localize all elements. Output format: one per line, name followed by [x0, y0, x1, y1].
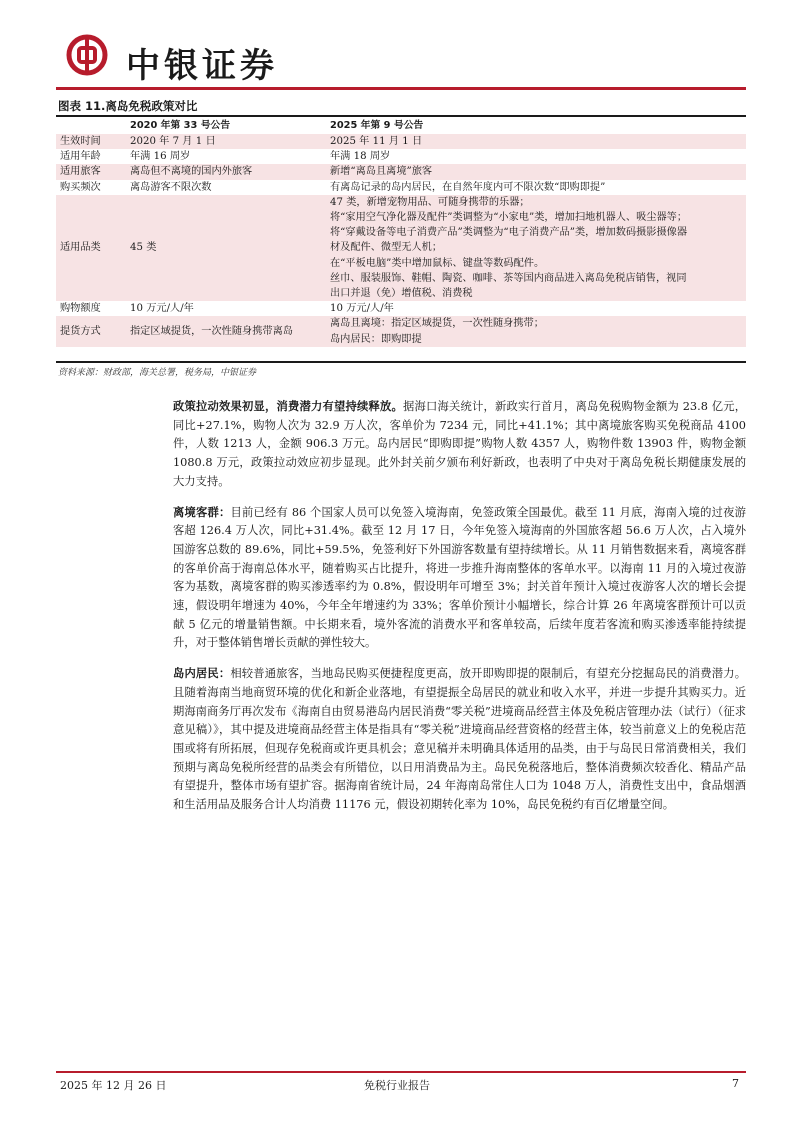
row-label: 购买频次 [60, 181, 101, 193]
cell-2020 [126, 316, 326, 346]
cell-line: 10 万元/人/年 [330, 303, 394, 315]
footer-report-name: 免税行业报告 [364, 1079, 430, 1092]
cell-2025 [326, 316, 746, 346]
cell-line: 有离岛记录的岛内居民，在自然年度内可不限次数“即购即提” [330, 181, 606, 193]
cell-line: 材及配件、微型无人机； [330, 242, 443, 254]
row-label: 提货方式 [56, 316, 126, 346]
table-row [56, 134, 746, 149]
cell-line: 离岛且离境：指定区域提货，一次性随身携带； [330, 318, 544, 330]
row-label: 适用年龄 [60, 151, 101, 163]
cell-2020 [126, 301, 326, 316]
cell-line: 在“平板电脑”类中增加鼠标、键盘等数码配件。 [330, 257, 545, 269]
cell-line: 新增“离岛且离境”旅客 [330, 166, 433, 178]
paragraph-lead: 岛内居民： [173, 667, 231, 681]
table-bottom-divider [56, 361, 746, 363]
paragraph [173, 398, 746, 492]
table-row [56, 316, 746, 346]
paragraph-text: 相较普通旅客，当地岛民购买便捷程度更高，放开即购即提的限制后，有望充分挖掘岛民的消费潜力。且随着海南当地商贸环境的优化和新企业落地，有望提振全岛居民的就业和收入水平，并进一步提升其购买力。近期海南商务厅再次发布《海南自由贸易港岛内居民消费“零关税”进境商品经营主体及免税店管理办法（试行）（征求意见稿）》，其中提及进境商品经营主体是指具有“零关税”进境商品经营资格的经营主体，较当前意义上的免税店范围或将有所拓展，但现存免税商或许更具机会；意见稿并未明确具体适用的品类，由于与岛民日常消费相关，我们预期与离岛免税所经营的品类会有所错位，以日用消费品为主。岛民免税落地后，整体消费频次较香化、精品产品有望提升，整体市场有望扩容。据海南省统计局，24 年海南岛常住人口为 1048 万人，消费性支出中，食品烟酒和生活用品及服务合计人均消费 11176 元，假设初期转化率为 10%，岛民免税约有百亿增量空间。 [173, 667, 746, 812]
cell-line: 将“家用空气净化器及配件”类调整为“小家电”类，增加扫地机器人、吸尘器等； [330, 212, 688, 224]
brand-name: 中银证券 [126, 46, 278, 86]
cell-line: 丝巾、服装服饰、鞋帽、陶瓷、咖啡、茶等国内商品进入离岛免税店销售，视同 [330, 272, 687, 284]
table-row [56, 164, 746, 179]
cell-2025 [326, 180, 746, 195]
figure-title: 图表 11.离岛免税政策对比 [58, 99, 198, 113]
cell-2020 [126, 149, 326, 164]
cell-2025 [326, 149, 746, 164]
row-label: 适用品类 [56, 195, 126, 301]
policy-comparison-table [56, 118, 746, 347]
cell-2020 [126, 195, 326, 301]
cell-line: 出口并退（免）增值税、消费税 [330, 288, 473, 300]
paragraph-lead: 政策拉动效果初显，消费潜力有望持续释放。 [173, 400, 403, 413]
cell-line: 将“穿戴设备等电子消费产品”类调整为“电子消费产品”类，增加数码摄影摄像器 [330, 227, 688, 239]
cell-2020 [126, 180, 326, 195]
column-header [56, 118, 126, 134]
report-body [173, 398, 746, 827]
cell-line: 离岛但不离境的国内外旅客 [130, 166, 253, 178]
header-divider [56, 87, 746, 90]
cell-2025 [326, 134, 746, 149]
cell-line: 2025 年 11 月 1 日 [330, 136, 423, 147]
table-row [56, 195, 746, 301]
paragraph-text: 据海口海关统计，新政实行首月，离岛免税购物金额为 23.8 亿元，同比+27.1%，购物人次为 32.9 万人次，客单价为 7234 元，同比+41.1%；其中离境旅客购买免税商品 4100 件，人数 1213 人，金额 906.3 万元。岛内居民“即购即提”购物人数 4357 人，购物件数 13903 件，购物金额 1080.8 万元，政策拉动效应初步显现。此外封关前夕颁布利好新政，也表明了中央对于离岛免税长期健康发展的大力支持。 [173, 400, 746, 488]
cell-line: 10 万元/人/年 [130, 303, 194, 315]
cell-line: 年满 16 周岁 [130, 151, 191, 163]
cell-2020 [126, 134, 326, 149]
footer-divider [56, 1071, 746, 1073]
figure-source: 资料来源：财政部，海关总署，税务局，中银证券 [58, 368, 257, 378]
cell-line: 岛内居民：即购即提 [330, 333, 422, 345]
column-header: 2025 年第 9 号公告 [330, 120, 424, 132]
cell-line: 47 类，新增宠物用品、可随身携带的乐器； [330, 196, 530, 208]
table-row [56, 149, 746, 164]
cell-2025 [326, 164, 746, 179]
cell-2025 [326, 195, 746, 301]
cell-line: 离岛游客不限次数 [130, 181, 212, 193]
table-row [56, 301, 746, 316]
row-label: 购物额度 [60, 303, 101, 315]
cell-2020 [126, 164, 326, 179]
row-label: 适用旅客 [56, 164, 126, 179]
bank-of-china-logo-icon [66, 34, 108, 76]
figure-title-divider [56, 115, 746, 117]
paragraph-lead: 离境客群： [173, 505, 231, 519]
cell-line: 指定区域提货，一次性随身携带离岛 [130, 326, 293, 338]
table-header-row [56, 118, 746, 134]
table-body [56, 134, 746, 347]
page-number: 7 [732, 1077, 739, 1090]
row-label: 生效时间 [56, 134, 126, 149]
cell-line: 45 类 [130, 242, 157, 254]
table-row [56, 180, 746, 195]
column-header: 2020 年第 33 号公告 [130, 120, 231, 132]
cell-line: 2020 年 7 月 1 日 [130, 136, 216, 147]
paragraph-text: 目前已经有 86 个国家人员可以免签入境海南，免签政策全国最优。截至 11 月底，海南入境的过夜游客超 126.4 万人次，同比+31.4%。截至 12 月 17 日，今年免签入境海南的外国旅客超 56.6 万人次，占入境外国游客总数的 89.6%，同比+59.5%，免签利好下外国游客数量有望持续增长。从 11 月销售数据来看，离境客群的客单价高于海南总体水平，随着购买占比提升，将进一步推升海南整体的客单水平。以海南 11 月的入境过夜游客为基数，离境客群的购买渗透率约为 0.8%，假设明年可增至 3%；封关首年预计入境过夜游客人次的增长会提速，假设明年增速为 40%，今年全年增速约为 33%；客单价预计小幅增长，综合计算 26 年离境客群预计可以贡献 5 亿元的增量销售额。中长期来看，境外客流的消费水平和客单较高，后续年度若客流和购买渗透率能持续提升，对于整体销售增长贡献的弹性较大。 [173, 505, 746, 650]
paragraph [173, 504, 746, 654]
cell-line: 年满 18 周岁 [330, 151, 391, 163]
cell-2025 [326, 301, 746, 316]
paragraph [173, 665, 746, 815]
footer-date: 2025 年 12 月 26 日 [60, 1079, 167, 1092]
page-header [56, 30, 746, 92]
